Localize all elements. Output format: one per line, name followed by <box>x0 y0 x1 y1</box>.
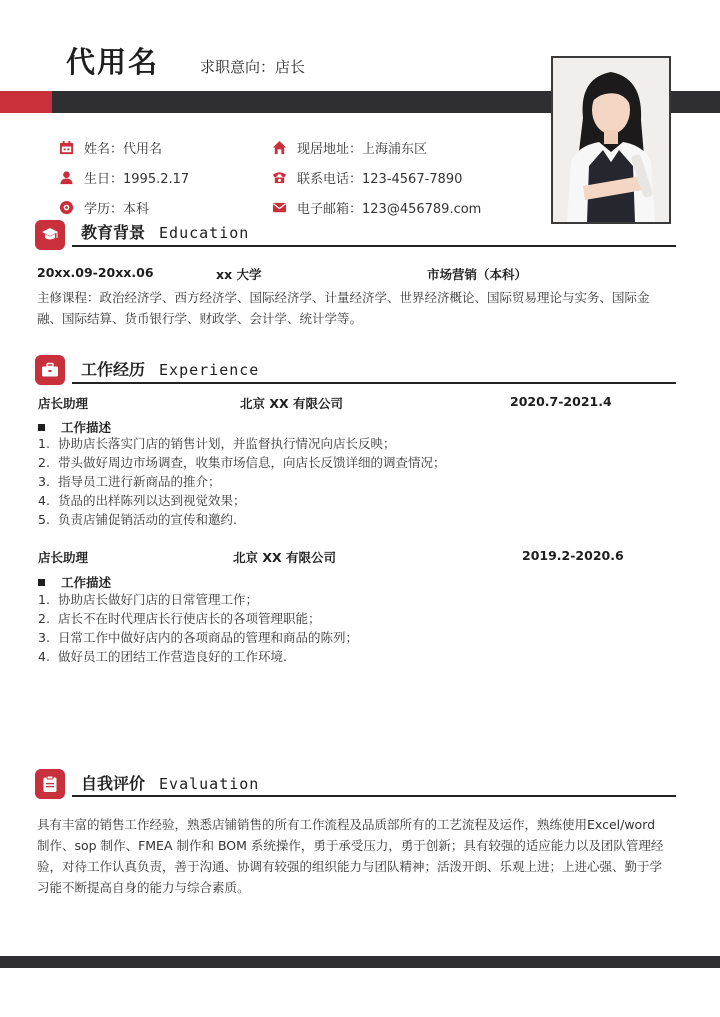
evaluation-section-icon <box>35 769 65 799</box>
person-icon <box>58 170 74 186</box>
info-name <box>58 138 162 157</box>
info-education <box>58 198 149 217</box>
info-education-text: 学历：本科 <box>84 202 150 217</box>
list-item: 2. 店长不在时代理店长行使店长的各项管理职能； <box>38 611 321 626</box>
list-item: 1. 协助店长做好门店的日常管理工作； <box>38 592 259 607</box>
job-1-duties <box>38 434 446 529</box>
experience-divider <box>72 382 676 384</box>
job-1-period: 2020.7-2021.4 <box>510 394 612 409</box>
profile-photo <box>551 56 671 224</box>
clipboard-icon <box>42 775 58 793</box>
info-birthday <box>58 168 189 187</box>
education-title-en: Education <box>159 224 250 242</box>
list-item: 2. 带头做好周边市场调查，收集市场信息，向店长反馈详细的调查情况； <box>38 455 446 470</box>
job-2-duties <box>38 590 358 666</box>
evaluation-divider <box>72 795 676 797</box>
evaluation-title-cn: 自我评价 <box>81 774 146 793</box>
education-divider <box>72 245 676 247</box>
education-major: 市场营销（本科） <box>427 267 528 282</box>
job-1-company: 北京 XX 有限公司 <box>240 396 343 411</box>
list-item: 4. 做好员工的团结工作营造良好的工作环境. <box>38 649 287 664</box>
job-1-desc-title: 工作描述 <box>38 418 111 436</box>
experience-title-en: Experience <box>159 361 260 379</box>
list-item: 4. 货品的出样陈列以达到视觉效果； <box>38 493 246 508</box>
graduation-cap-icon <box>41 227 59 243</box>
info-birthday-text: 生日：1995.2.17 <box>84 172 190 187</box>
mail-icon <box>271 200 287 216</box>
education-section-title <box>81 220 249 243</box>
list-item: 1. 协助店长落实门店的销售计划，并监督执行情况向店长反映； <box>38 436 396 451</box>
list-item: 3. 日常工作中做好店内的各项商品的管理和商品的陈列； <box>38 630 359 645</box>
info-name-text: 姓名：代用名 <box>84 142 163 157</box>
education-section-icon <box>35 220 65 250</box>
briefcase-icon <box>41 362 59 378</box>
evaluation-text: 具有丰富的销售工作经验，熟悉店铺销售的所有工作流程及品质部所有的工艺流程及运作，熟练使用Excel/word 制作、sop 制作、FMEA 制作和 BOM 系统操作，勇于承受压力，勇于创新；具有较强的适应能力以及团队管理经验，对待工作认真负责，善于沟通、协调有较强的组织能力与团队精神；活泼开朗、乐观上进；上进心强、勤于学习能不断提高自身的能力与综合素质。 <box>37 817 664 895</box>
job-2-company: 北京 XX 有限公司 <box>233 550 336 565</box>
job-2-position: 店长助理 <box>38 550 89 565</box>
footer-dark-bar <box>0 956 720 968</box>
evaluation-title-en: Evaluation <box>159 775 260 793</box>
candidate-name: 代用名 <box>66 45 160 79</box>
home-icon <box>271 140 287 156</box>
job-intent: 求职意向：店长 <box>200 58 306 76</box>
header-accent-bar <box>0 91 52 113</box>
info-address-text: 现居地址：上海浦东区 <box>297 142 428 157</box>
education-courses: 主修课程：政治经济学、西方经济学、国际经济学、计量经济学、世界经济概论、国际贸易理论与实务、国际金融、国际结算、货币银行学、财政学、会计学、统计学等。 <box>37 290 650 326</box>
info-phone <box>271 168 462 187</box>
info-email-text: 电子邮箱：123@456789.com <box>297 202 482 217</box>
experience-title-cn: 工作经历 <box>81 360 146 379</box>
job-2-period: 2019.2-2020.6 <box>522 548 624 563</box>
experience-section-icon <box>35 355 65 385</box>
calendar-icon <box>58 140 74 156</box>
info-address <box>271 138 427 157</box>
education-period: 20xx.09-20xx.06 <box>37 265 154 280</box>
experience-section-title <box>81 357 259 380</box>
list-item: 3. 指导员工进行新商品的推介； <box>38 474 221 489</box>
job-1-position: 店长助理 <box>38 396 89 411</box>
info-phone-text: 联系电话：123-4567-7890 <box>297 172 463 187</box>
education-school: xx 大学 <box>216 267 262 282</box>
list-item: 5. 负责店铺促销活动的宣传和邀约. <box>38 512 237 527</box>
info-email <box>271 198 481 217</box>
education-title-cn: 教育背景 <box>81 223 146 242</box>
evaluation-section-title <box>81 771 259 794</box>
graduation-icon <box>58 200 74 216</box>
job-2-desc-title: 工作描述 <box>38 573 111 591</box>
phone-icon <box>271 170 287 186</box>
